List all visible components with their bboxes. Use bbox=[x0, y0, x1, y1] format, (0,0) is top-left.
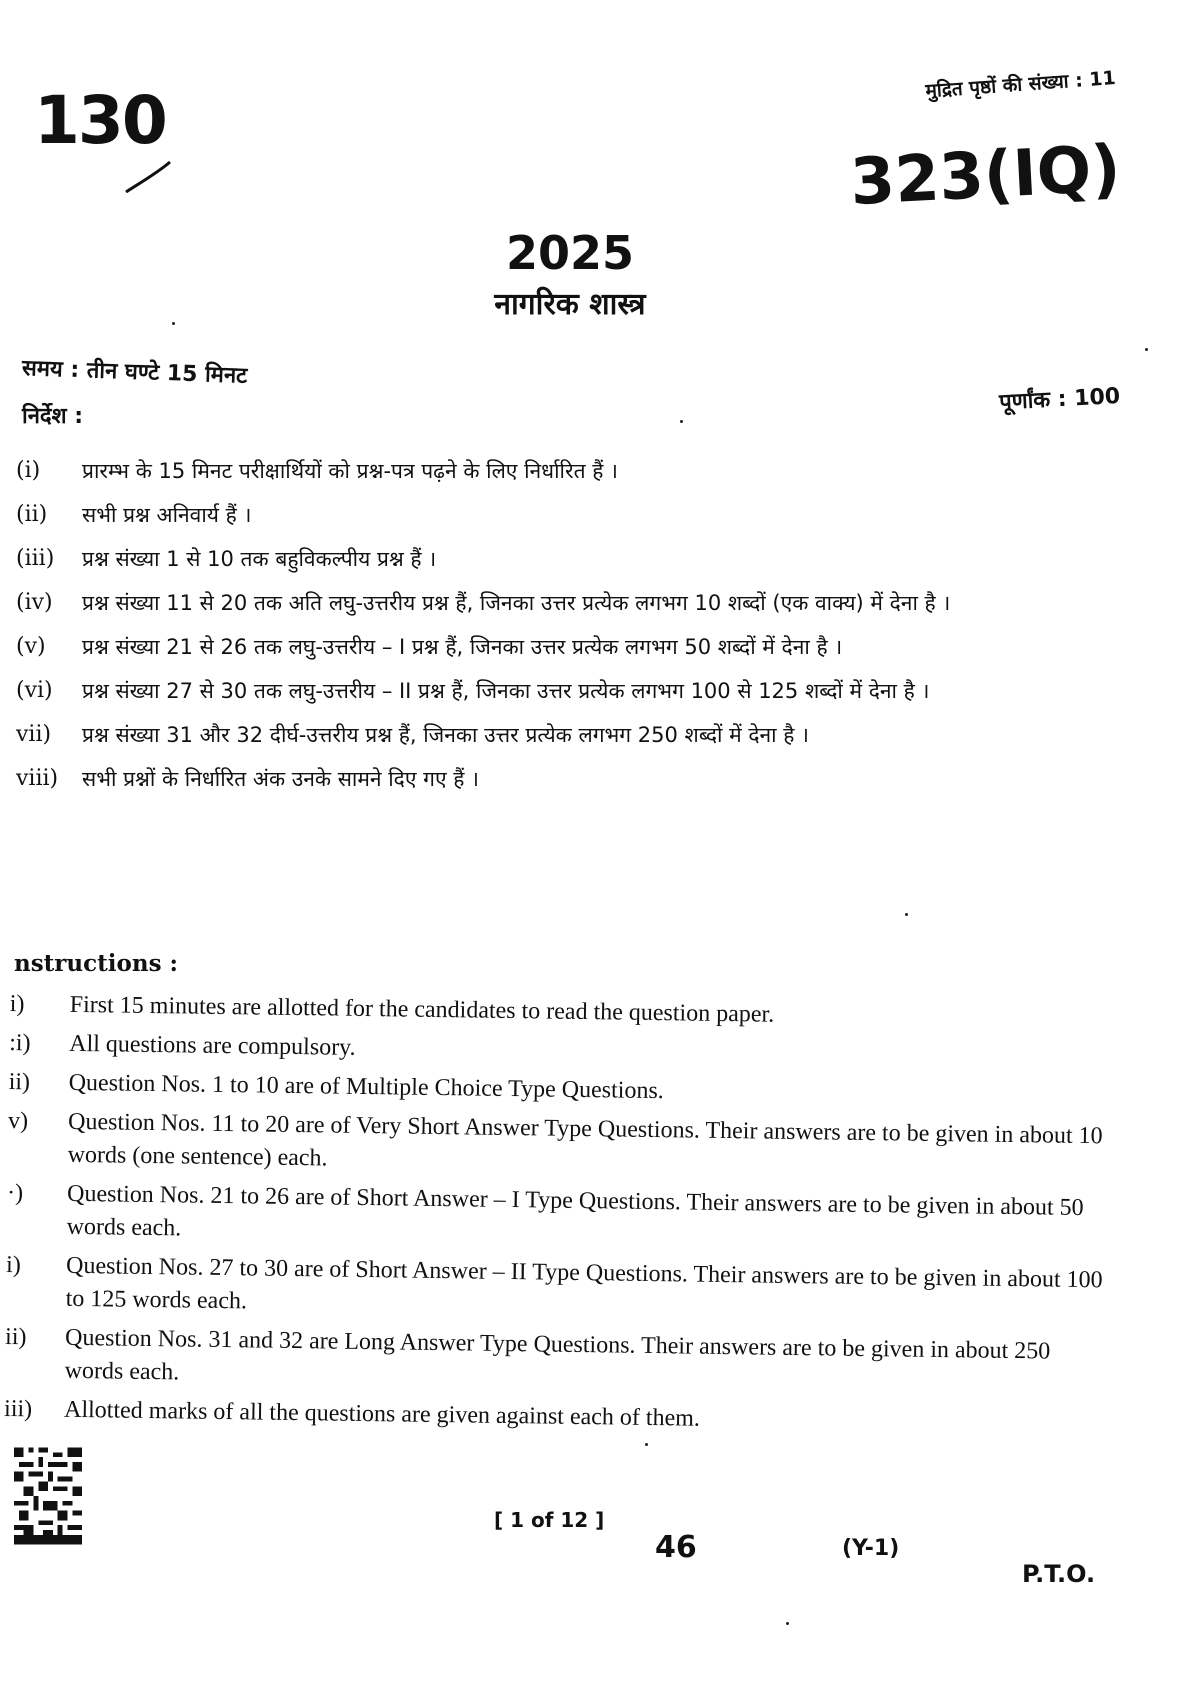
english-instructions-list bbox=[4, 988, 1110, 1447]
hindi-instructions-list bbox=[16, 455, 1126, 807]
item-number: iii) bbox=[3, 1395, 33, 1423]
item-text: प्रश्न संख्या 31 और 32 दीर्घ-उत्तरीय प्रश्न हैं, जिनका उत्तर प्रत्येक लगभग 250 शब्दों में देना है । bbox=[82, 723, 810, 747]
handwritten-number: 130 bbox=[34, 82, 166, 159]
hindi-instructions-heading: निर्देश : bbox=[22, 404, 84, 429]
item-text: Question Nos. 27 to 30 are of Short Answer – II Type Questions. Their answers are to be given in about 100 to 125 words each. bbox=[65, 1252, 1103, 1315]
item-number: (vi) bbox=[16, 678, 53, 703]
item-text: Allotted marks of all the questions are given against each of them. bbox=[63, 1396, 701, 1432]
item-number: ·) bbox=[6, 1179, 24, 1207]
list-item bbox=[16, 543, 1126, 575]
scan-speck bbox=[680, 420, 683, 423]
list-item bbox=[16, 675, 1126, 707]
item-number: vii) bbox=[16, 722, 52, 747]
scan-speck bbox=[786, 1622, 789, 1625]
page-indicator: [ 1 of 12 ] bbox=[494, 1508, 605, 1532]
handwritten-underline-scribble bbox=[118, 140, 188, 200]
item-text: प्रश्न संख्या 27 से 30 तक लघु-उत्तरीय – II प्रश्न हैं, जिनका उत्तर प्रत्येक लगभग 100 से 125 शब्दों में देना है । bbox=[82, 679, 930, 703]
subject-title: नागरिक शास्त्र bbox=[494, 287, 646, 322]
list-item bbox=[4, 1321, 1105, 1402]
printed-pages-note: मुद्रित पृष्ठों की संख्या : 11 bbox=[925, 67, 1117, 103]
scan-speck bbox=[645, 1443, 648, 1446]
item-number: viii) bbox=[16, 766, 59, 791]
item-text: Question Nos. 1 to 10 are of Multiple Choice Type Questions. bbox=[68, 1069, 664, 1105]
scan-speck bbox=[172, 322, 175, 325]
item-number: (iii) bbox=[16, 546, 55, 571]
maximum-marks: पूर्णांक : 100 bbox=[998, 384, 1121, 416]
item-number: (ii) bbox=[16, 502, 48, 527]
item-text: All questions are compulsory. bbox=[69, 1030, 356, 1061]
qr-code bbox=[14, 1446, 82, 1546]
item-text: सभी प्रश्नों के निर्धारित अंक उनके सामने दिए गए हैं । bbox=[82, 767, 480, 791]
list-item bbox=[4, 1393, 1104, 1441]
pto-label: P.T.O. bbox=[1022, 1560, 1096, 1588]
item-text: First 15 minutes are allotted for the candidates to read the question paper. bbox=[69, 991, 775, 1028]
list-item bbox=[5, 1249, 1106, 1330]
list-item bbox=[6, 1177, 1107, 1258]
item-text: प्रारम्भ के 15 मिनट परीक्षार्थियों को प्रश्न-पत्र पढ़ने के लिए निर्धारित हैं । bbox=[82, 459, 618, 483]
list-item bbox=[7, 1105, 1108, 1186]
item-number: ii) bbox=[8, 1068, 31, 1096]
item-text: Question Nos. 21 to 26 are of Short Answer – I Type Questions. Their answers are to be given in about 50 words each. bbox=[66, 1180, 1084, 1242]
list-item bbox=[16, 587, 1126, 619]
list-item bbox=[16, 499, 1126, 531]
exam-year: 2025 bbox=[505, 226, 635, 280]
item-number: i) bbox=[5, 1251, 21, 1279]
series-number: 46 bbox=[655, 1530, 697, 1565]
list-item bbox=[16, 455, 1126, 487]
list-item bbox=[16, 719, 1126, 751]
item-number: (i) bbox=[16, 458, 41, 483]
paper-code: 323(IQ) bbox=[848, 132, 1122, 221]
item-number: :i) bbox=[9, 1029, 31, 1057]
item-text: Question Nos. 31 and 32 are Long Answer Type Questions. Their answers are to be given in about 250 words each. bbox=[64, 1324, 1051, 1386]
time-allowed: समय : तीन घण्टे 15 मिनट bbox=[21, 356, 248, 389]
item-text: सभी प्रश्न अनिवार्य हैं । bbox=[82, 503, 252, 527]
scan-speck bbox=[905, 913, 908, 916]
item-number: ii) bbox=[4, 1323, 27, 1351]
item-text: प्रश्न संख्या 21 से 26 तक लघु-उत्तरीय – I प्रश्न हैं, जिनका उत्तर प्रत्येक लगभग 50 शब्दों में देना है । bbox=[82, 635, 843, 659]
item-text: प्रश्न संख्या 1 से 10 तक बहुविकल्पीय प्रश्न हैं । bbox=[82, 547, 437, 571]
item-number: v) bbox=[7, 1107, 29, 1135]
list-item bbox=[16, 631, 1126, 663]
scan-speck bbox=[1145, 348, 1148, 351]
item-number: (v) bbox=[16, 634, 46, 659]
set-code: (Y-1) bbox=[842, 1536, 900, 1561]
item-number: i) bbox=[9, 990, 25, 1018]
list-item bbox=[16, 763, 1126, 795]
item-text: प्रश्न संख्या 11 से 20 तक अति लघु-उत्तरीय प्रश्न हैं, जिनका उत्तर प्रत्येक लगभग 10 शब्दों (एक वाक्य) में देना है । bbox=[82, 591, 951, 615]
item-number: (iv) bbox=[16, 590, 53, 615]
item-text: Question Nos. 11 to 20 are of Very Short Answer Type Questions. Their answers are to be given in about 10 words (one sentence) each. bbox=[67, 1108, 1103, 1172]
english-instructions-heading: nstructions : bbox=[14, 950, 179, 977]
